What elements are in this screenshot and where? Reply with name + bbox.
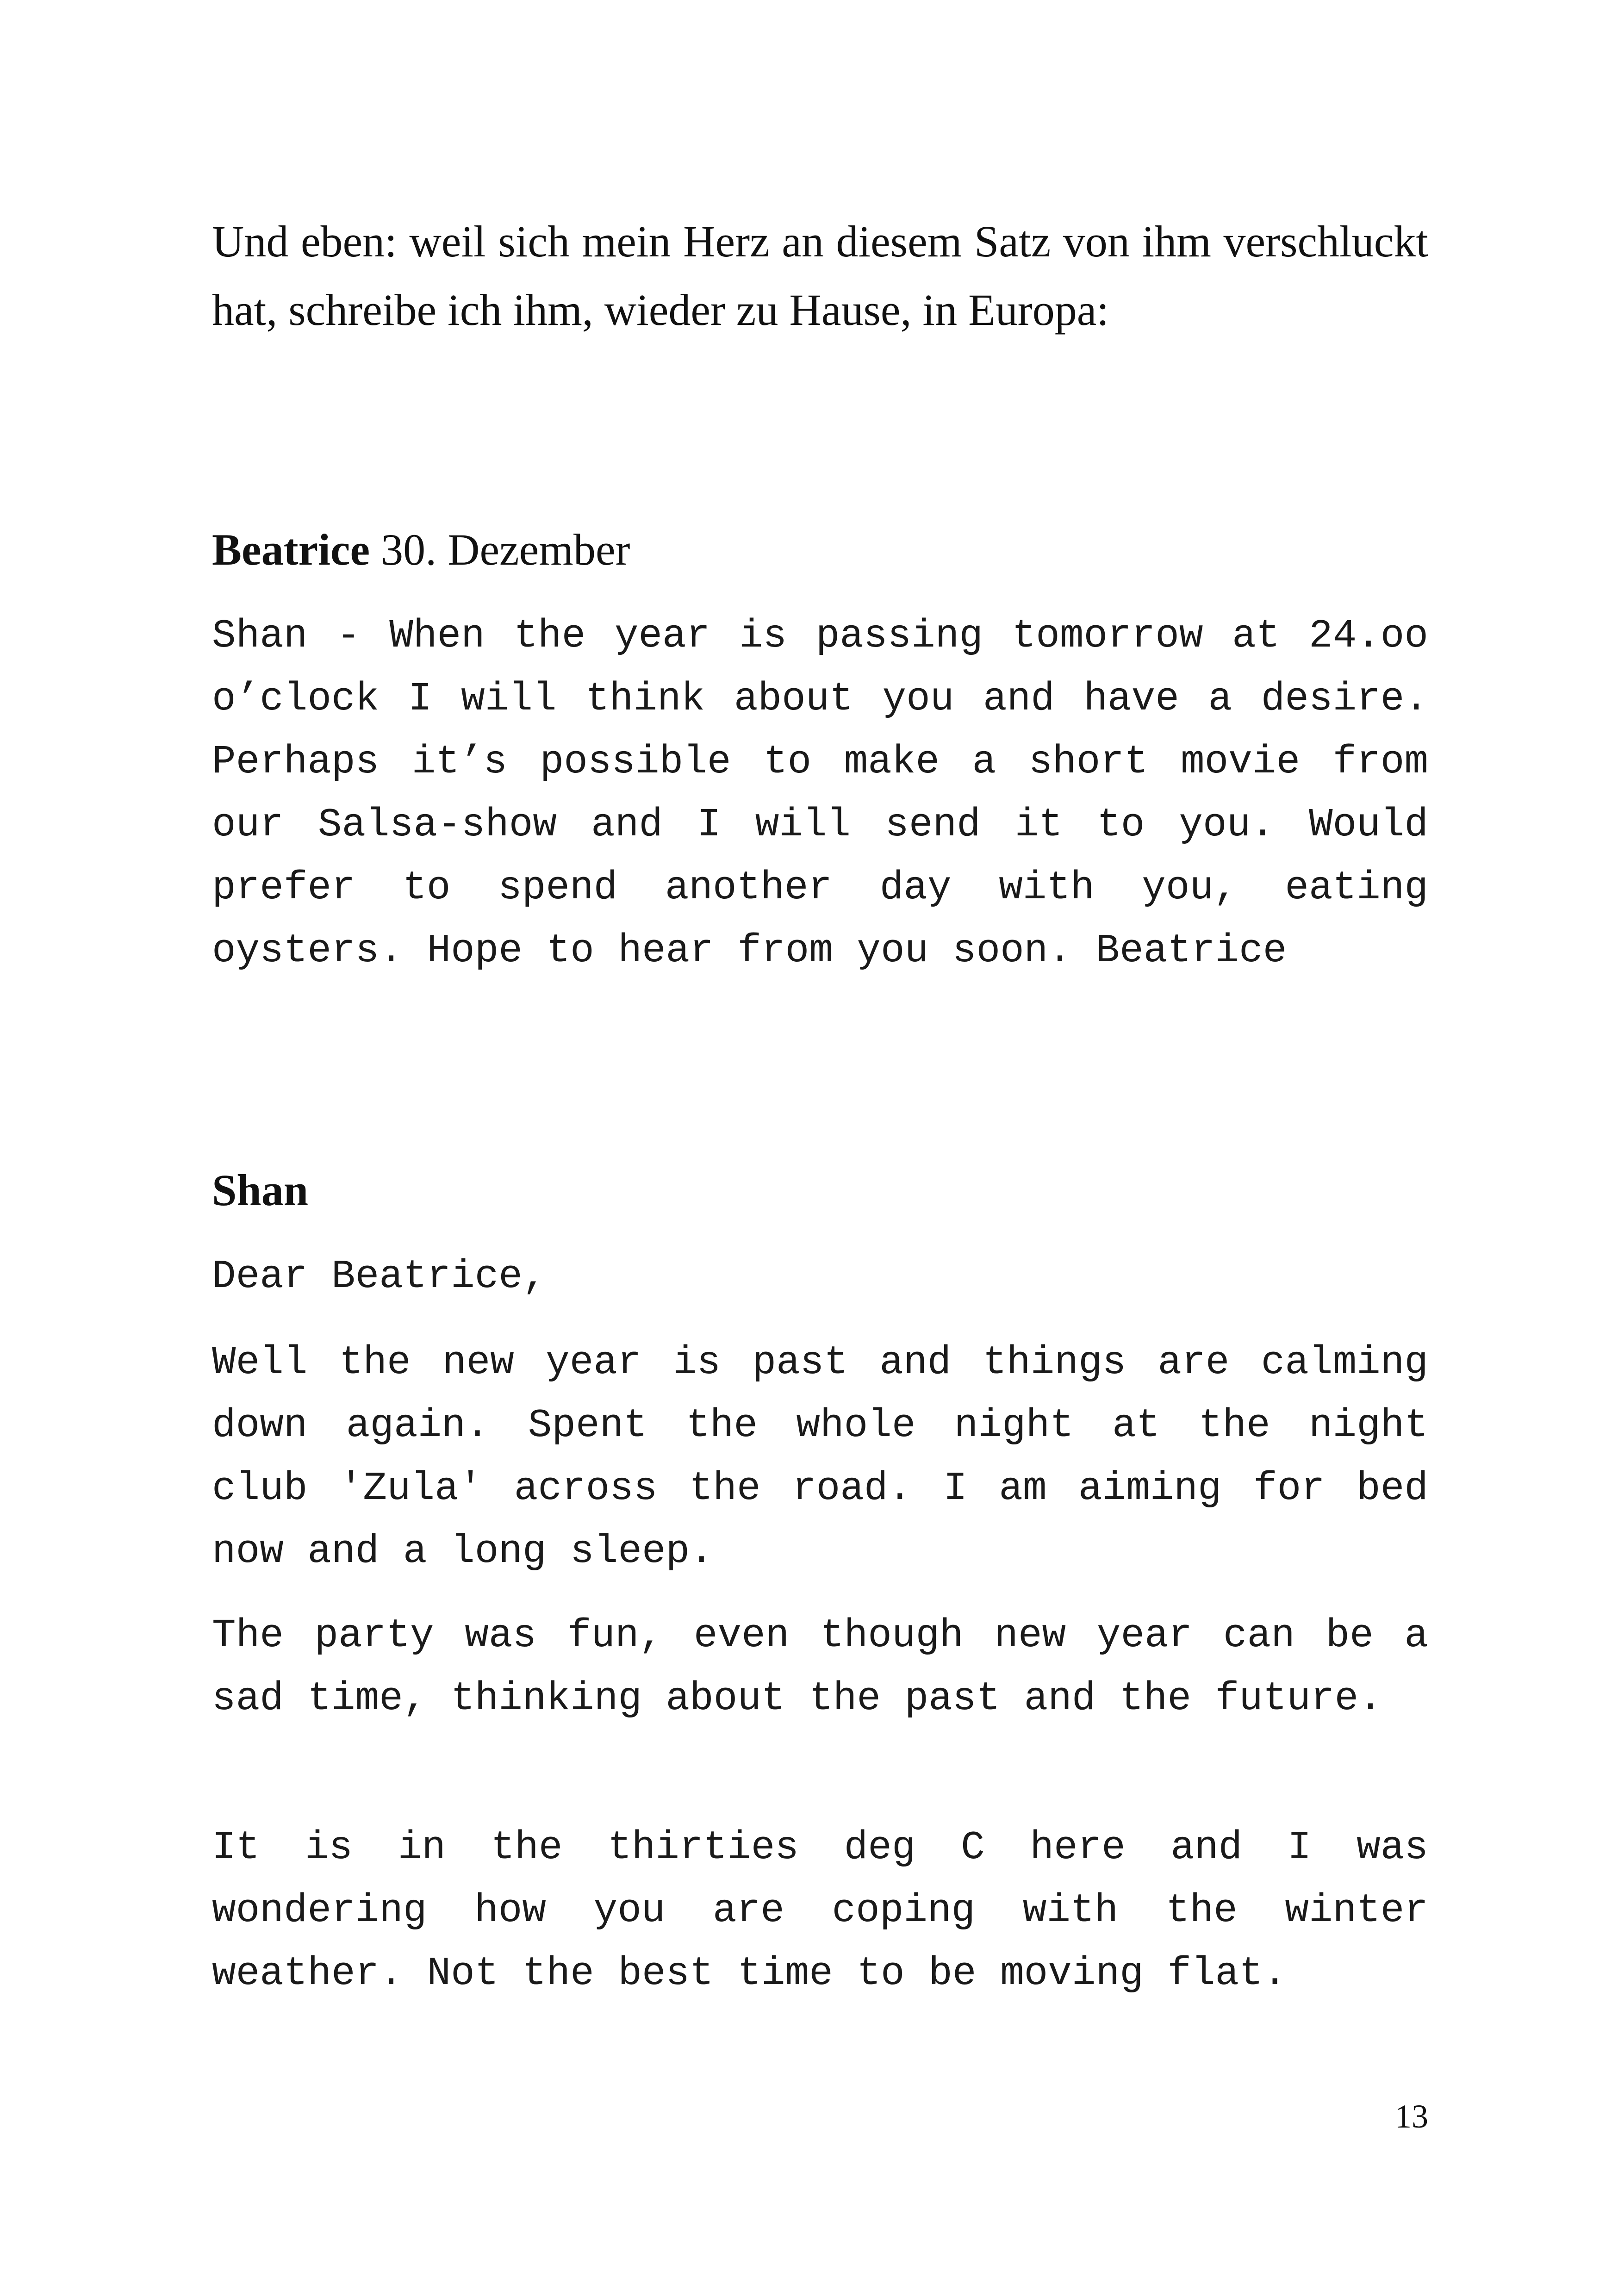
intro-paragraph: Und eben: weil sich mein Herz an diesem Satz von ihm verschluckt hat, schreibe ich ihm, wieder zu Hause, in Europa: (212, 217, 1428, 335)
beatrice-message: Shan - When the year is passing tomorrow at 24.oo o’clock I will think about you and have a desire. Perhaps it’s possible to make a short movie from our Salsa-show and I will send it to you. Would prefer to spend another day with you, eating oysters. Hope to hear from you soon. Beatrice (212, 613, 1428, 973)
beatrice-letter-heading (212, 522, 1428, 578)
page-number: 13 (1395, 2098, 1428, 2135)
shan-paragraph: Well the new year is past and things are calming down again. Spent the whole night at the night club 'Zula' across the road. I am aiming for bed now and a long sleep. (212, 1340, 1428, 1574)
shan-greeting: Dear Beatrice, (212, 1254, 547, 1299)
shan-letter-heading (212, 1163, 1428, 1218)
shan-name: Shan (212, 1165, 309, 1215)
shan-paragraph: It is in the thirties deg C here and I was wondering how you are coping with the winter weather. Not the best time to be moving flat. (212, 1825, 1428, 1996)
beatrice-date: 30. Dezember (370, 525, 630, 574)
beatrice-name: Beatrice (212, 525, 370, 574)
shan-paragraph: The party was fun, even though new year can be a sad time, thinking about the past and the future. (212, 1613, 1428, 1721)
